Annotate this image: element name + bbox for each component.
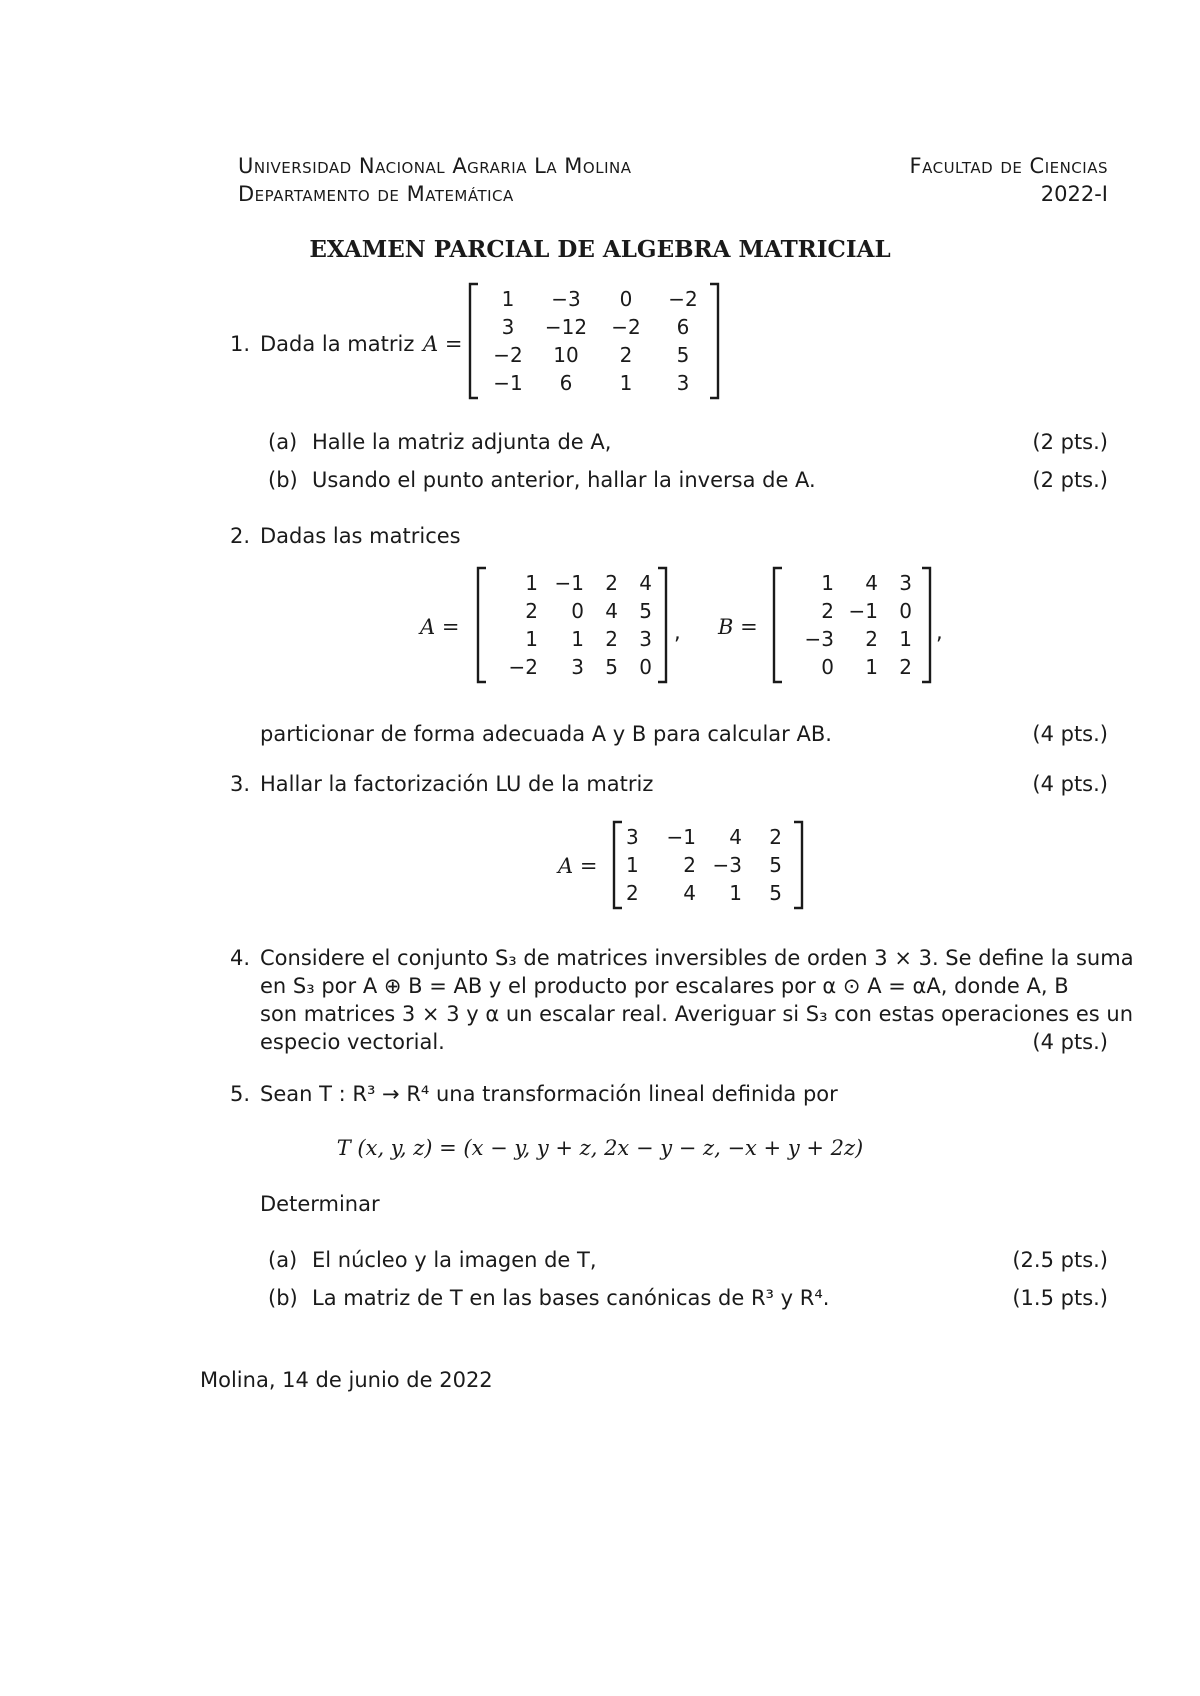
matrix-cell: −2 — [611, 315, 641, 339]
matrix-cell: 4 — [639, 571, 652, 595]
matrix-cell: 3 — [676, 371, 690, 395]
q1-b-points: (2 pts.) — [1032, 468, 1108, 492]
university-name: Universidad Nacional Agraria La Molina — [238, 154, 632, 178]
q2-matrixB-label: B = — [718, 615, 758, 639]
right-bracket — [794, 822, 802, 908]
faculty-name: Facultad de Ciencias — [909, 154, 1108, 178]
matrix-cell: 1 — [571, 627, 584, 651]
matrix-cell: 10 — [553, 343, 579, 367]
q3-matrix-label: A = — [558, 854, 598, 878]
matrix-cell: 5 — [605, 655, 618, 679]
matrix-cell: 2 — [899, 655, 912, 679]
q1-matrix — [468, 282, 720, 400]
matrix-cell: −2 — [493, 343, 523, 367]
q5-a-text: El núcleo y la imagen de T, — [312, 1248, 597, 1272]
q2-matrixA-label: A = — [420, 615, 460, 639]
matrix-cell: −1 — [554, 571, 584, 595]
q1-b-text: Usando el punto anterior, hallar la inversa de A. — [312, 468, 816, 492]
matrix-cell: 2 — [525, 599, 538, 623]
left-bracket — [470, 284, 478, 398]
matrix-cell: 5 — [769, 853, 782, 877]
matrix-cell: 5 — [639, 599, 652, 623]
matrix-cell: 3 — [626, 825, 639, 849]
matrix-cell: 0 — [639, 655, 652, 679]
left-bracket — [614, 822, 622, 908]
matrix-cell: 4 — [605, 599, 618, 623]
matrix-cell: 4 — [729, 825, 742, 849]
q2-matrixB — [772, 566, 932, 684]
q4-line-3: son matrices 3 × 3 y α un escalar real. Averiguar si S₃ con estas operaciones es un — [260, 1002, 1134, 1026]
q1-a-points: (2 pts.) — [1032, 430, 1108, 454]
matrix-cell: 4 — [683, 881, 696, 905]
matrix-cell: 0 — [571, 599, 584, 623]
matrix-cell: −1 — [848, 599, 878, 623]
q2-comma-2: , — [936, 620, 943, 644]
matrix-cell: 1 — [729, 881, 742, 905]
matrix-cell: 2 — [619, 343, 633, 367]
q2-matrixA — [476, 566, 668, 684]
q2-points: (4 pts.) — [1032, 722, 1108, 746]
matrix-cell: 3 — [571, 655, 584, 679]
q1-a-label: (a) — [268, 430, 298, 454]
matrix-cell: 0 — [821, 655, 834, 679]
matrix-cell: 1 — [865, 655, 878, 679]
q3-matrix — [612, 820, 804, 910]
term: 2022-I — [1040, 182, 1108, 206]
matrix-cell: 1 — [501, 287, 515, 311]
matrix-cell: 2 — [865, 627, 878, 651]
matrix-cell: −1 — [493, 371, 523, 395]
matrix-cell: −2 — [668, 287, 698, 311]
matrix-cell: 3 — [639, 627, 652, 651]
matrix-cell: 5 — [676, 343, 690, 367]
matrix-cell: 4 — [865, 571, 878, 595]
matrix-cell: 5 — [769, 881, 782, 905]
q5-number: 5. — [230, 1082, 251, 1106]
left-bracket — [774, 568, 782, 682]
matrix-cell: 6 — [559, 371, 573, 395]
matrix-cell: 2 — [683, 853, 696, 877]
q3-number: 3. — [230, 772, 251, 796]
q1-matrix-label: A = — [423, 332, 463, 356]
matrix-cell: 2 — [821, 599, 834, 623]
q3-points: (4 pts.) — [1032, 772, 1108, 796]
q5-a-points: (2.5 pts.) — [1012, 1248, 1108, 1272]
q1-b-label: (b) — [268, 468, 298, 492]
right-bracket — [658, 568, 666, 682]
q5-lead: Sean T : R³ → R⁴ una transformación lineal definida por — [260, 1082, 838, 1106]
q2-comma-1: , — [674, 620, 681, 644]
q1-lead: Dada la matriz — [260, 332, 415, 356]
q2-text: particionar de forma adecuada A y B para calcular AB. — [260, 722, 832, 746]
matrix-cell: −1 — [666, 825, 696, 849]
q4-line-2: en S₃ por A ⊕ B = AB y el producto por escalares por α ⊙ A = αA, donde A, B — [260, 974, 1069, 998]
left-bracket — [478, 568, 486, 682]
q3-text: Hallar la factorización LU de la matriz — [260, 772, 654, 796]
q2-lead: Dadas las matrices — [260, 524, 461, 548]
matrix-cell: −2 — [508, 655, 538, 679]
right-bracket — [922, 568, 930, 682]
q5-a-label: (a) — [268, 1248, 298, 1272]
q5-b-label: (b) — [268, 1286, 298, 1310]
matrix-cell: 3 — [501, 315, 515, 339]
q4-line-1: Considere el conjunto S₃ de matrices inversibles de orden 3 × 3. Se define la suma — [260, 946, 1134, 970]
matrix-cell: −12 — [544, 315, 588, 339]
q4-points: (4 pts.) — [1032, 1030, 1108, 1054]
q5-determine: Determinar — [260, 1192, 380, 1216]
matrix-cell: 1 — [821, 571, 834, 595]
matrix-cell: 2 — [605, 627, 618, 651]
q2-number: 2. — [230, 524, 251, 548]
matrix-cell: 2 — [605, 571, 618, 595]
matrix-cell: −3 — [804, 627, 834, 651]
matrix-cell: 2 — [626, 881, 639, 905]
matrix-cell: 1 — [525, 627, 538, 651]
department-name: Departamento de Matemática — [238, 182, 514, 206]
matrix-cell: 0 — [619, 287, 633, 311]
q4-number: 4. — [230, 946, 251, 970]
matrix-cell: 6 — [676, 315, 690, 339]
matrix-cell: −3 — [712, 853, 742, 877]
footer-date: Molina, 14 de junio de 2022 — [200, 1368, 493, 1392]
q1-a-text: Halle la matriz adjunta de A, — [312, 430, 612, 454]
matrix-cell: 1 — [626, 853, 639, 877]
q4-line-4: especio vectorial. — [260, 1030, 445, 1054]
q5-b-text: La matriz de T en las bases canónicas de R³ y R⁴. — [312, 1286, 830, 1310]
q5-b-points: (1.5 pts.) — [1012, 1286, 1108, 1310]
matrix-cell: −3 — [551, 287, 581, 311]
exam-title: EXAMEN PARCIAL DE ALGEBRA MATRICIAL — [309, 236, 891, 263]
q5-formula: T (x, y, z) = (x − y, y + z, 2x − y − z, −x + y + 2z) — [336, 1136, 864, 1160]
matrix-cell: 2 — [769, 825, 782, 849]
matrix-cell: 1 — [525, 571, 538, 595]
matrix-cell: 0 — [899, 599, 912, 623]
matrix-cell: 1 — [619, 371, 633, 395]
matrix-cell: 3 — [899, 571, 912, 595]
matrix-cell: 1 — [899, 627, 912, 651]
q1-number: 1. — [230, 332, 251, 356]
